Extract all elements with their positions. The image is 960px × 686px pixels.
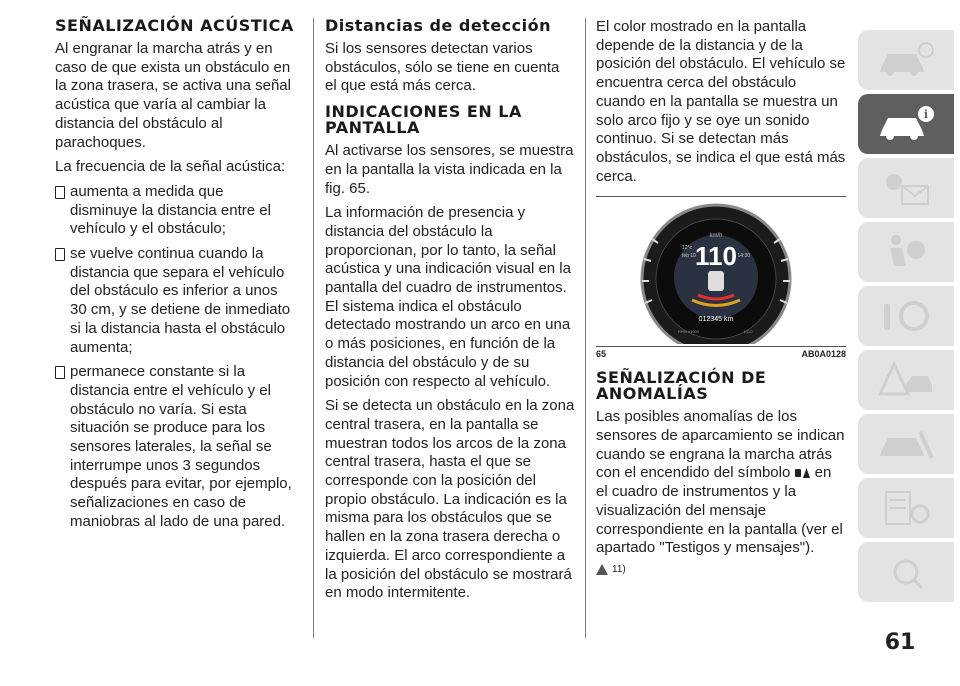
section-index-tabs	[858, 30, 954, 606]
heading-indicaciones: INDICACIONES EN LA PANTALLA	[325, 102, 522, 138]
tab-driving[interactable]	[858, 286, 954, 346]
tab-specifications[interactable]	[858, 478, 954, 538]
speed-value: 110	[695, 241, 737, 272]
column-middle	[325, 18, 575, 609]
list-item: permanece constante si la distancia entre el vehículo y el obstáculo no varía. Si esta situación se produce para los sensores laterales, la señal se interrumpe unos 3 segundos después para evitar, por ejemplo, señalizaciones en caso de maniobras al lado de una pared.	[55, 363, 295, 531]
heading-senalizacion-acustica: SEÑALIZACIÓN ACÚSTICA	[55, 16, 294, 35]
checkbox-bullet-icon	[55, 248, 65, 261]
alphabet-index-icon	[876, 552, 936, 592]
paragraph: La frecuencia de la señal acústica:	[55, 158, 286, 176]
tab-maintenance[interactable]	[858, 414, 954, 474]
rpm-label: RPM x1000	[678, 329, 699, 335]
paragraph: Si los sensores detectan varios obstáculos, sólo se tiene en cuenta el que está más cerca.	[325, 40, 560, 95]
date-value: feb 10	[682, 253, 696, 260]
list-gear-icon	[876, 488, 936, 528]
tab-lights[interactable]	[858, 158, 954, 218]
figure-code: AB0A0128	[801, 349, 846, 360]
warning-triangle-icon	[596, 564, 608, 575]
tab-index[interactable]	[858, 542, 954, 602]
svg-text:i: i	[923, 108, 929, 121]
figure-bottom-rule	[596, 346, 846, 347]
speed-unit: km/h	[709, 233, 723, 240]
heading-anomalias: SEÑALIZACIÓN DE ANOMALÍAS	[596, 368, 767, 404]
frequency-list	[55, 183, 295, 532]
light-mail-icon	[876, 168, 936, 208]
time-value: 14:30	[737, 253, 750, 260]
checkbox-bullet-icon	[55, 366, 65, 379]
steering-tools-icon	[876, 296, 936, 336]
paragraph: Al engranar la marcha atrás y en caso de que exista un obstáculo en la zona trasera, se activa una señal acústica que varía al cambiar la distancia del obstáculo al parachoques.	[55, 40, 291, 151]
heading-distancias: Distancias de detección	[325, 16, 551, 35]
paragraph: Las posibles anomalías de los sensores de aparcamiento se indican cuando se engrana la marcha atrás con el encendido del símbolo en el cuadro de instrumentos y la visualización del mensaje correspondiente en la pantalla (ver el apartado "Testigos y mensajes").	[596, 408, 845, 557]
paragraph: Si se detecta un obstáculo en la zona central trasera, en la pantalla se muestran todos los arcos de la zona central trasera, hasta el que se corresponde con la posición del propio obstáculo. La indicación es la misma para los obstáculos que se hallen en la zona trasera derecha o izquierda. El arco correspondiente a la posición del obstáculo se mostrará en modo intermitente.	[325, 397, 575, 602]
list-item: se vuelve continua cuando la distancia que separa el vehículo del obstáculo es inferior a unos 30 cm, y se detiene de inmediato si la distancia hasta el obstáculo aumenta;	[55, 245, 295, 357]
list-item: aumenta a medida que disminuye la distancia entre el vehículo y el obstáculo;	[55, 183, 295, 239]
column-right	[596, 18, 846, 575]
airbag-person-icon	[876, 232, 936, 272]
car-info-icon	[876, 40, 936, 80]
car-instruments-icon	[876, 104, 936, 144]
figure-number: 65	[596, 349, 607, 360]
column-left	[55, 18, 295, 538]
column-divider-1	[313, 18, 314, 638]
tab-car-info[interactable]	[858, 30, 954, 90]
figure-top-rule	[596, 196, 846, 197]
note-reference: 11)	[596, 564, 846, 575]
paragraph: El color mostrado en la pantalla depende de la distancia y de la posición del obstáculo. El vehículo se encuentra cerca del obstáculo cuando en la pantalla se muestra un solo arco fijo y se oye un sonido continuo. Si se detectan más obstáculos, se indica el que está más cerca.	[596, 18, 846, 185]
car-wrench-icon	[876, 424, 936, 464]
warning-car-icon	[876, 360, 936, 400]
figure-65	[596, 196, 846, 366]
page-number: 61	[884, 630, 916, 655]
paragraph: La información de presencia y distancia del obstáculo la proporcionan, por lo tanto, la señal acústica y una indicación visual en la pantalla del cuadro de instrumentos. El sistema indica el obstáculo detectado mostrando un arco en una o más posiciones, en función de la distancia del obstáculo y de su posición con respecto al vehículo.	[325, 204, 571, 390]
temp-value: 12°c	[682, 245, 693, 252]
tab-safety[interactable]	[858, 222, 954, 282]
eco-label: ECO	[744, 329, 753, 335]
tab-car-instruments[interactable]	[858, 94, 954, 154]
car-top-view-icon	[708, 271, 724, 291]
paragraph: Al activarse los sensores, se muestra en la pantalla la vista indicada en la fig. 65.	[325, 142, 574, 197]
instrument-cluster-image	[626, 199, 806, 344]
tab-emergency[interactable]	[858, 350, 954, 410]
parking-sensor-warning-icon	[794, 465, 810, 479]
checkbox-bullet-icon	[55, 186, 65, 199]
column-divider-2	[585, 18, 586, 638]
odometer-value: 012345 km	[698, 316, 734, 324]
